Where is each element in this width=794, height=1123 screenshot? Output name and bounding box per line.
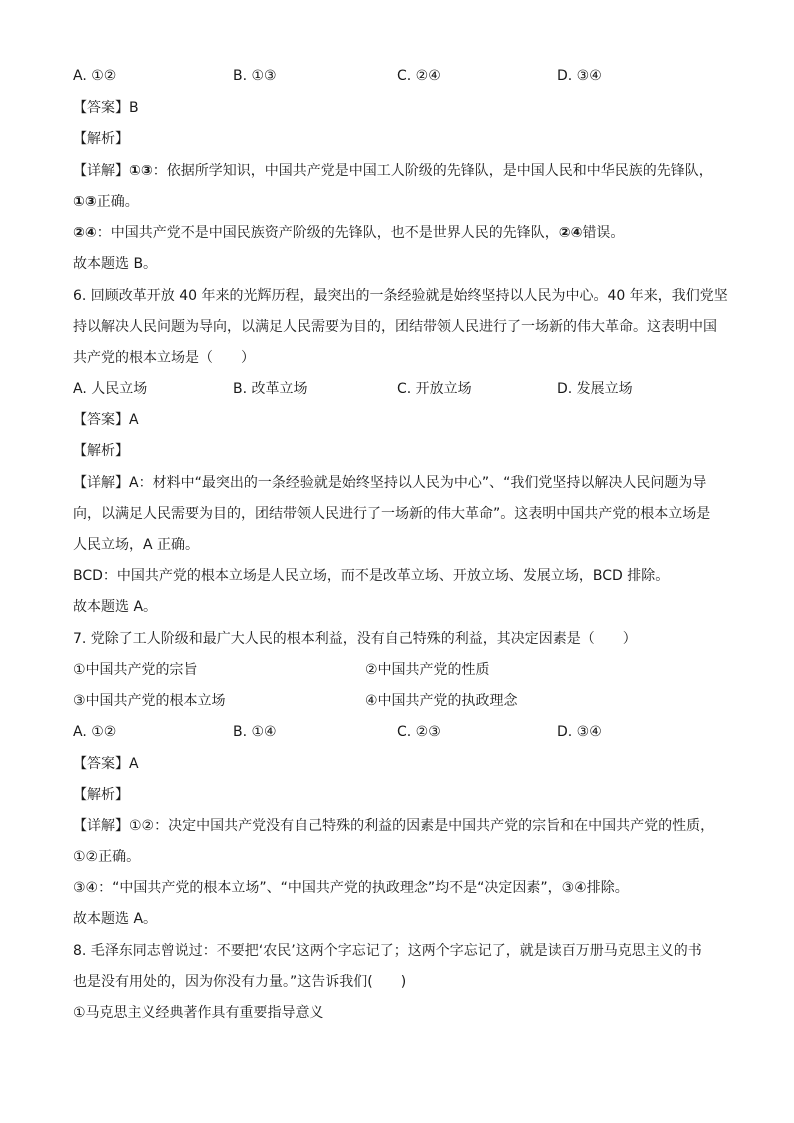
q8-stem-line2: 也是没有用处的，因为你没有力量。”这告诉我们( ) — [73, 974, 407, 990]
q7-option-c: C. ②③ — [397, 724, 441, 740]
q6-stem-line1: 6. 回顾改革开放 40 年来的光辉历程，最突出的一条经验就是始终坚持以人民为中心。40 年来，我们党坚 — [73, 288, 728, 304]
q5-analysis-label: 【解析】 — [73, 131, 129, 147]
q7-item-3: ③中国共产党的根本立场 — [73, 693, 226, 709]
q6-detail-line2: 向，以满足人民需要为目的，团结带领人民进行了一场新的伟大革命”。这表明中国共产党的根本立场是 — [73, 506, 711, 522]
q6-conclusion: 故本题选 A。 — [73, 599, 158, 615]
q6-option-b: B. 改革立场 — [233, 381, 308, 397]
q6-option-c: C. 开放立场 — [397, 381, 472, 397]
q5-detail-line3 — [73, 223, 624, 243]
q8-stem-line1: 8. 毛泽东同志曾说过：不要把‘农民’这两个字忘记了；这两个字忘记了，就是读百万册马克思主义的书 — [73, 943, 702, 959]
q5-line3-bold2: ②④ — [558, 225, 583, 241]
q6-answer: 【答案】A — [73, 412, 139, 428]
q5-option-c: C. ②④ — [397, 68, 441, 84]
q5-option-a: A. ①② — [73, 68, 117, 84]
q5-option-b: B. ①③ — [233, 68, 277, 84]
q5-detail-text1: ：依据所学知识，中国共产党是中国工人阶级的先锋队，是中国人民和中华民族的先锋队， — [152, 163, 713, 179]
q7-analysis-label: 【解析】 — [73, 787, 129, 803]
q7-option-b: B. ①④ — [233, 724, 277, 740]
q5-detail-line1 — [73, 161, 713, 181]
q5-detail-tag: 【详解】 — [73, 163, 129, 179]
q7-option-d: D. ③④ — [557, 724, 602, 740]
q5-line3-bold: ②④ — [73, 225, 97, 241]
q7-detail-line2: ①②正确。 — [73, 849, 141, 865]
q7-stem: 7. 党除了工人阶级和最广大人民的根本利益，没有自己特殊的利益，其决定因素是（ ） — [73, 631, 637, 647]
q6-option-d: D. 发展立场 — [557, 381, 633, 397]
q7-option-a: A. ①② — [73, 724, 117, 740]
q5-conclusion: 故本题选 B。 — [73, 256, 158, 272]
q5-detail-bold: ①③ — [129, 163, 153, 179]
q7-conclusion: 故本题选 A。 — [73, 911, 158, 927]
q6-option-a: A. 人民立场 — [73, 381, 148, 397]
q7-detail-line3: ③④：“中国共产党的根本立场”、“中国共产党的执政理念”均不是“决定因素”，③④排除。 — [73, 880, 629, 896]
q6-stem-line3: 共产党的根本立场是（ ） — [73, 350, 255, 366]
q5-detail-line2 — [73, 192, 139, 212]
q6-detail-line4: BCD：中国共产党的根本立场是人民立场，而不是改革立场、开放立场、发展立场，BCD 排除。 — [73, 568, 670, 584]
q6-detail-line3: 人民立场，A 正确。 — [73, 537, 200, 553]
q5-line3-text: ：中国共产党不是中国民族资产阶级的先锋队，也不是世界人民的先锋队， — [96, 225, 559, 241]
q6-stem-line2: 持以解决人民问题为导向，以满足人民需要为目的，团结带领人民进行了一场新的伟大革命。这表明中国 — [73, 319, 717, 335]
q7-item-1: ①中国共产党的宗旨 — [73, 662, 198, 678]
q7-detail-line1: 【详解】①②：决定中国共产党没有自己特殊的利益的因素是中国共产党的宗旨和在中国共产党的性质， — [73, 818, 715, 834]
q8-item-1: ①马克思主义经典著作具有重要指导意义 — [73, 1005, 324, 1021]
q5-detail-line2-bold: ①③ — [73, 194, 97, 210]
q6-analysis-label: 【解析】 — [73, 443, 129, 459]
q7-answer: 【答案】A — [73, 756, 139, 772]
q7-item-4: ④中国共产党的执政理念 — [365, 693, 518, 709]
q5-detail-line2-text: 正确。 — [96, 194, 139, 210]
q7-item-2: ②中国共产党的性质 — [365, 662, 490, 678]
q5-line3-tail: 错误。 — [582, 225, 625, 241]
q5-answer: 【答案】B — [73, 100, 139, 116]
q5-option-d: D. ③④ — [557, 68, 602, 84]
q6-detail-line1: 【详解】A：材料中“最突出的一条经验就是始终坚持以人民为中心”、“我们党坚持以解决人民问题为导 — [73, 475, 707, 491]
